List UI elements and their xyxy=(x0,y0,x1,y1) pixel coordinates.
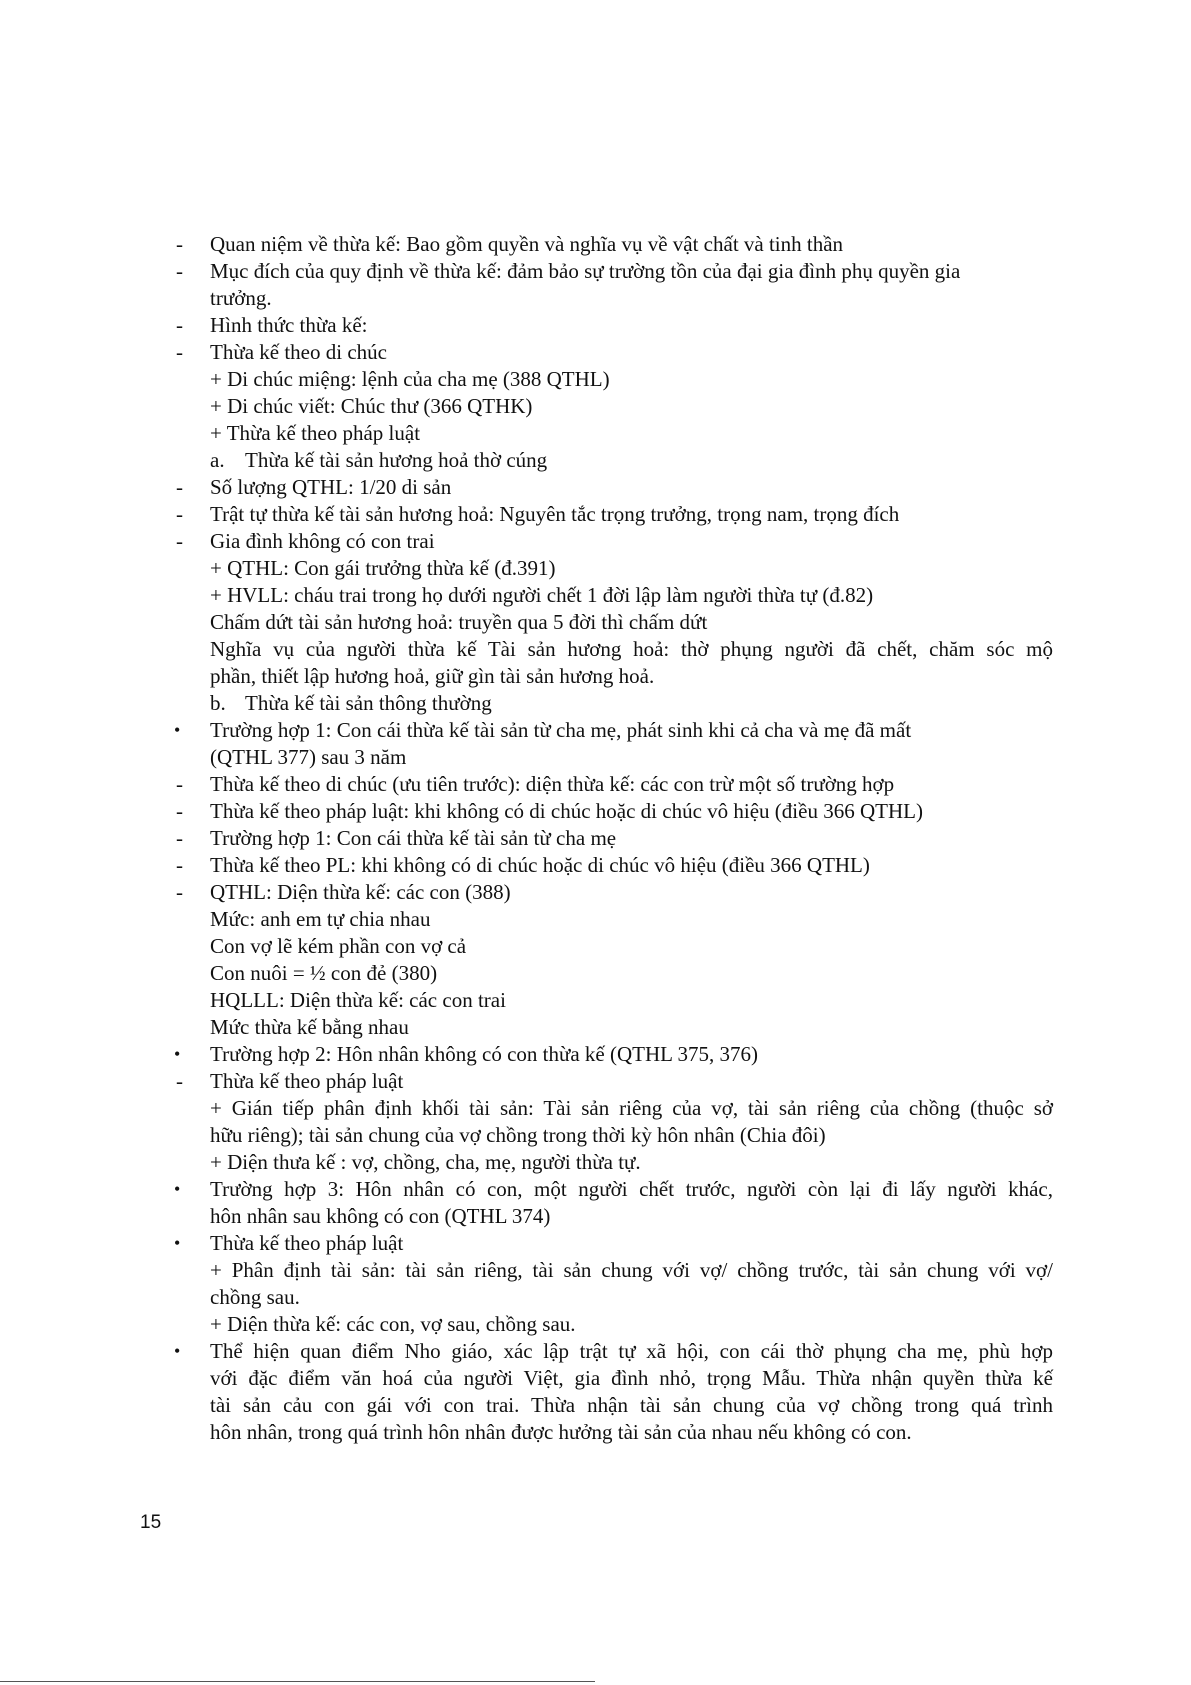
bullet-dot-icon: • xyxy=(174,1044,181,1064)
text-line xyxy=(0,852,1191,879)
line-text: + Di chúc viết: Chúc thư (366 QTHK) xyxy=(210,394,533,418)
line-text: + Di chúc miệng: lệnh của cha mẹ (388 QTHL) xyxy=(210,367,610,391)
text-line xyxy=(0,1284,1191,1311)
bullet-dash-icon: - xyxy=(176,340,183,364)
line-text: Thừa kế theo PL: khi không có di chúc hoặc di chúc vô hiệu (điều 366 QTHL) xyxy=(210,853,870,877)
line-text: QTHL: Diện thừa kế: các con (388) xyxy=(210,880,511,904)
bullet-dash-icon: - xyxy=(176,529,183,553)
line-text: Trường hợp 3: Hôn nhân có con, một người chết trước, người còn lại đi lấy người khác, xyxy=(210,1177,1053,1201)
text-line xyxy=(0,1068,1191,1095)
line-text: + Diện thừa kế: các con, vợ sau, chồng sau. xyxy=(210,1312,576,1336)
text-line xyxy=(0,582,1191,609)
line-text: Số lượng QTHL: 1/20 di sản xyxy=(210,475,452,499)
text-line xyxy=(0,1338,1191,1365)
line-text: Mục đích của quy định về thừa kế: đảm bảo sự trường tồn của đại gia đình phụ quyền gia xyxy=(210,259,961,283)
text-line xyxy=(0,825,1191,852)
line-text: Thừa kế theo di chúc xyxy=(210,340,387,364)
text-line xyxy=(0,528,1191,555)
line-text: + Thừa kế theo pháp luật xyxy=(210,421,421,445)
text-line xyxy=(0,717,1191,744)
line-text: Trật tự thừa kế tài sản hương hoả: Nguyên tắc trọng trưởng, trọng nam, trọng đích xyxy=(210,502,900,526)
bullet-dash-icon: - xyxy=(176,772,183,796)
line-text: Trường hợp 2: Hôn nhân không có con thừa kế (QTHL 375, 376) xyxy=(210,1042,758,1066)
line-text: Thừa kế theo di chúc (ưu tiên trước): diện thừa kế: các con trừ một số trường hợp xyxy=(210,772,895,796)
line-text: Thừa kế theo pháp luật xyxy=(210,1231,404,1255)
line-text: + Gián tiếp phân định khối tài sản: Tài sản riêng của vợ, tài sản riêng của chồng (thuộc sở xyxy=(210,1096,1053,1120)
text-line xyxy=(0,555,1191,582)
list-label: b. xyxy=(210,691,226,715)
text-line xyxy=(0,1257,1191,1284)
bullet-dash-icon: - xyxy=(176,475,183,499)
text-line xyxy=(0,1041,1191,1068)
bullet-dot-icon: • xyxy=(174,720,181,740)
bullet-dash-icon: - xyxy=(176,259,183,283)
bullet-dot-icon: • xyxy=(174,1341,181,1361)
line-text: chồng sau. xyxy=(210,1285,300,1309)
line-text: với đặc điểm văn hoá của người Việt, gia đình nhỏ, trọng Mẫu. Thừa nhận quyền thừa kế xyxy=(210,1366,1053,1390)
text-line xyxy=(0,1365,1191,1392)
text-line xyxy=(0,501,1191,528)
text-line xyxy=(0,1392,1191,1419)
line-text: Thừa kế theo pháp luật xyxy=(210,1069,404,1093)
line-text: Thừa kế tài sản hương hoả thờ cúng xyxy=(245,448,548,472)
bullet-dash-icon: - xyxy=(176,232,183,256)
text-line xyxy=(0,879,1191,906)
bullet-dash-icon: - xyxy=(176,1069,183,1093)
text-line xyxy=(0,906,1191,933)
line-text: Mức: anh em tự chia nhau xyxy=(210,907,431,931)
text-line xyxy=(0,609,1191,636)
text-line xyxy=(0,960,1191,987)
bullet-dot-icon: • xyxy=(174,1233,181,1253)
bullet-dash-icon: - xyxy=(176,313,183,337)
bullet-dash-icon: - xyxy=(176,826,183,850)
line-text: Con vợ lẽ kém phần con vợ cả xyxy=(210,934,467,958)
text-line xyxy=(0,771,1191,798)
text-line xyxy=(0,1095,1191,1122)
text-line xyxy=(0,420,1191,447)
footer-divider xyxy=(0,1681,595,1682)
line-text: Chấm dứt tài sản hương hoả: truyền qua 5 đời thì chấm dứt xyxy=(210,610,708,634)
line-text: + Diện thưa kế : vợ, chồng, cha, mẹ, người thừa tự. xyxy=(210,1150,641,1174)
text-line xyxy=(0,1230,1191,1257)
text-line xyxy=(0,258,1191,285)
line-text: tài sản cảu con gái với con trai. Thừa nhận tài sản chung của vợ chồng trong quá trình xyxy=(210,1393,1053,1417)
document-body xyxy=(0,231,1191,1446)
line-text: + QTHL: Con gái trưởng thừa kế (đ.391) xyxy=(210,556,556,580)
line-text: Trường hợp 1: Con cái thừa kế tài sản từ cha mẹ, phát sinh khi cả cha và mẹ đã mất xyxy=(210,718,912,742)
line-text: + HVLL: cháu trai trong họ dưới người chết 1 đời lập làm người thừa tự (đ.82) xyxy=(210,583,874,607)
text-line xyxy=(0,285,1191,312)
line-text: + Phân định tài sản: tài sản riêng, tài sản chung với vợ/ chồng trước, tài sản chung với vợ/ xyxy=(210,1258,1053,1282)
line-text: Mức thừa kế bằng nhau xyxy=(210,1015,409,1039)
bullet-dash-icon: - xyxy=(176,853,183,877)
text-line xyxy=(0,933,1191,960)
text-line xyxy=(0,987,1191,1014)
line-text: Gia đình không có con trai xyxy=(210,529,435,553)
text-line xyxy=(0,1203,1191,1230)
line-text: phần, thiết lập hương hoả, giữ gìn tài sản hương hoả. xyxy=(210,664,655,688)
bullet-dash-icon: - xyxy=(176,502,183,526)
line-text: Thừa kế tài sản thông thường xyxy=(245,691,492,715)
text-line xyxy=(0,798,1191,825)
line-text: HQLLL: Diện thừa kế: các con trai xyxy=(210,988,506,1012)
text-line xyxy=(0,1311,1191,1338)
line-text: hôn nhân, trong quá trình hôn nhân được hưởng tài sản của nhau nếu không có con. xyxy=(210,1420,912,1444)
text-line xyxy=(0,339,1191,366)
list-label: a. xyxy=(210,448,225,472)
line-text: Trường hợp 1: Con cái thừa kế tài sản từ cha mẹ xyxy=(210,826,617,850)
text-line xyxy=(0,474,1191,501)
text-line xyxy=(0,690,1191,717)
text-line xyxy=(0,1176,1191,1203)
text-line xyxy=(0,1014,1191,1041)
line-text: Quan niệm về thừa kế: Bao gồm quyền và nghĩa vụ về vật chất và tinh thần xyxy=(210,232,844,256)
text-line xyxy=(0,447,1191,474)
text-line xyxy=(0,663,1191,690)
text-line xyxy=(0,312,1191,339)
bullet-dash-icon: - xyxy=(176,799,183,823)
text-line xyxy=(0,1419,1191,1446)
page-number: 15 xyxy=(140,1512,162,1533)
bullet-dot-icon: • xyxy=(174,1179,181,1199)
line-text: hữu riêng); tài sản chung của vợ chồng trong thời kỳ hôn nhân (Chia đôi) xyxy=(210,1123,826,1147)
line-text: Thừa kế theo pháp luật: khi không có di chúc hoặc di chúc vô hiệu (điều 366 QTHL) xyxy=(210,799,923,823)
line-text: Con nuôi = ½ con đẻ (380) xyxy=(210,961,438,985)
text-line xyxy=(0,231,1191,258)
text-line xyxy=(0,393,1191,420)
text-line xyxy=(0,744,1191,771)
line-text: Thể hiện quan điểm Nho giáo, xác lập trật tự xã hội, con cái thờ phụng cha mẹ, phù hợp xyxy=(210,1339,1053,1363)
line-text: Hình thức thừa kế: xyxy=(210,313,368,337)
text-line xyxy=(0,366,1191,393)
line-text: Nghĩa vụ của người thừa kế Tài sản hương hoả: thờ phụng người đã chết, chăm sóc mộ xyxy=(210,637,1053,661)
text-line xyxy=(0,1122,1191,1149)
line-text: trưởng. xyxy=(210,286,272,310)
line-text: hôn nhân sau không có con (QTHL 374) xyxy=(210,1204,551,1228)
bullet-dash-icon: - xyxy=(176,880,183,904)
text-line xyxy=(0,1149,1191,1176)
line-text: (QTHL 377) sau 3 năm xyxy=(210,745,407,769)
text-line xyxy=(0,636,1191,663)
